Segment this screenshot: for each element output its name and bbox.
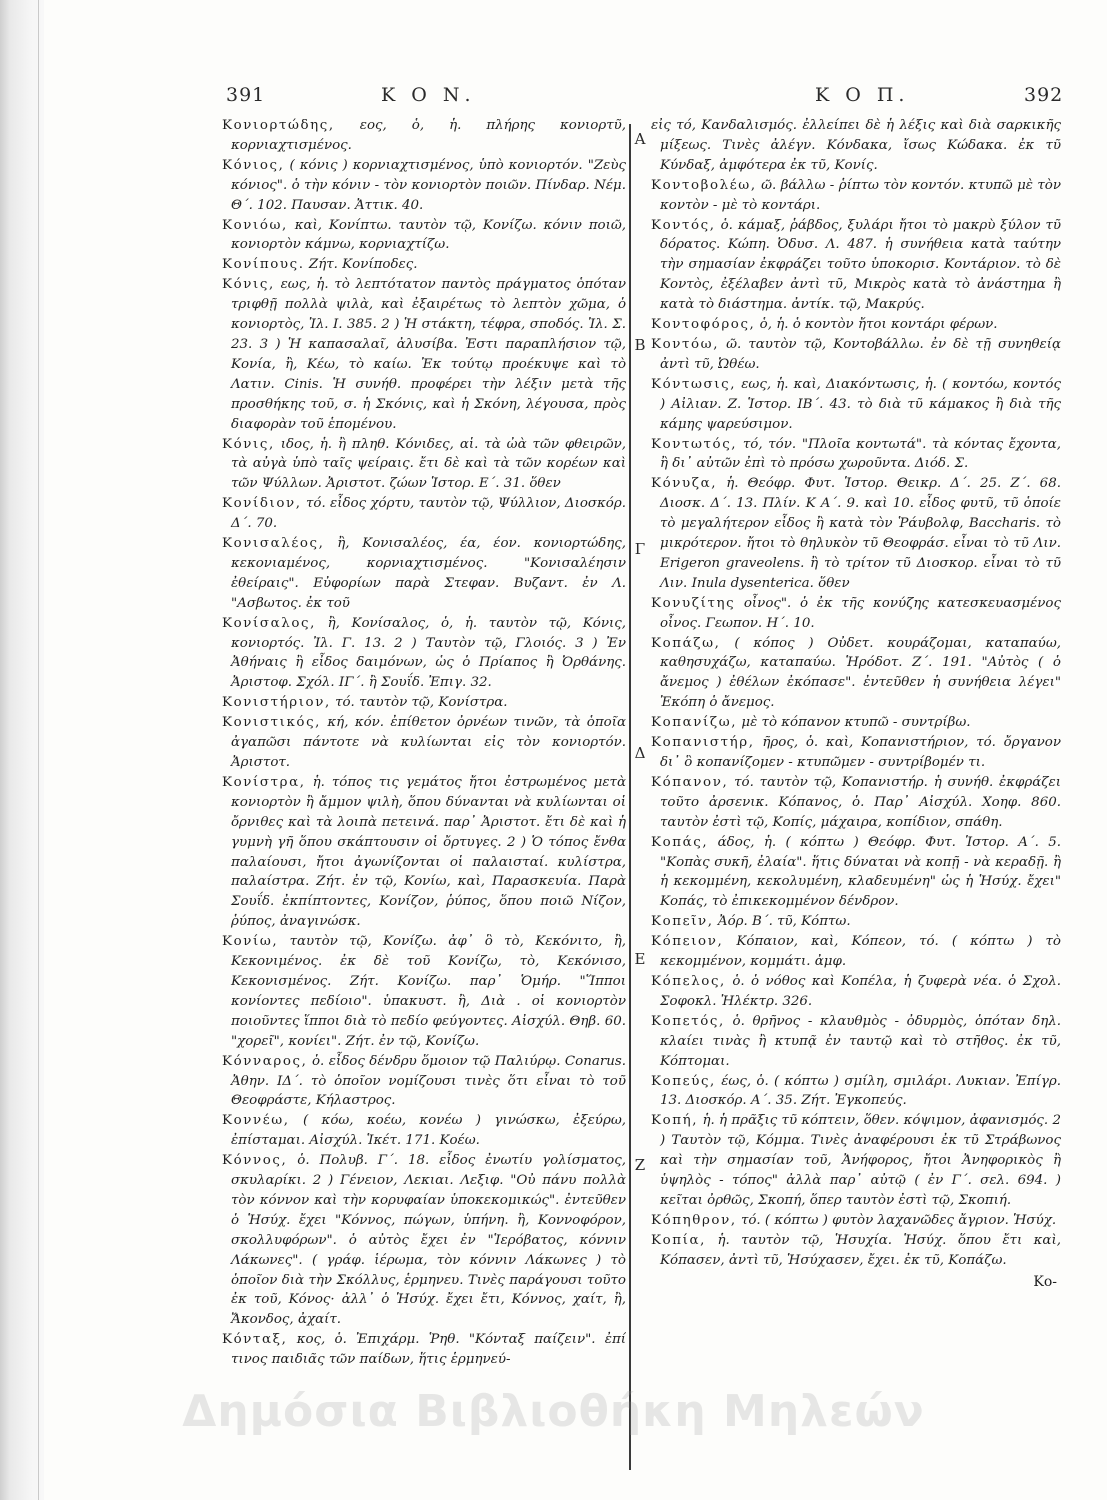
- dictionary-entry: [222, 1052, 626, 1112]
- entry-lemma: Κονιορτώδης,: [222, 118, 335, 133]
- entry-lemma: Κονίδιον,: [222, 496, 302, 512]
- dictionary-entry: [222, 1330, 626, 1370]
- entry-lemma: Κόνταξ,: [222, 1332, 288, 1348]
- entry-definition: ὁ. κάμαξ, ῥάβδος, ξυλάρι ἤτοι τὸ μακρὺ ξύλον τῦ δόρατος. Κώπη. Ὀδυσ. Λ. 487. ἡ συνήθεια κατὰ ταύτην τὴν σημασίαν ἐκφράζει τοῦτο ὑποκορισ. Κοντάριον. τὸ δὲ Κοντὸς, ἐξέλαβεν ἀντὶ τῦ, Μικρὸς κατὰ τὸ ἀνάστημα ἢ κατὰ τὸ διάστημα. ἀντίκ. τῷ, Μακρύς.: [660, 217, 1061, 313]
- dictionary-entry: [651, 972, 1061, 1012]
- dictionary-entry: [222, 494, 626, 534]
- entry-definition: Ἀόρ. Β΄. τῦ, Κόπτω.: [717, 914, 851, 930]
- dictionary-entry: [222, 1111, 626, 1151]
- entry-lemma: Κοντόω,: [651, 336, 720, 352]
- dictionary-entry: [651, 773, 1061, 833]
- dictionary-entry: [222, 275, 626, 434]
- dictionary-entry: [651, 375, 1061, 435]
- entry-lemma: Κόννος,: [222, 1153, 288, 1169]
- left-column: [222, 116, 626, 1456]
- page-number-right: 392: [1024, 84, 1064, 106]
- entry-definition: εἰς τό, Κανδαλισμός. ἐλλείπει δὲ ἡ λέξις καὶ διὰ σαρκικῆς μίξεως. Τινὲς ἀλέγν. Κόνδακα, ἴσως Κώδακα. ἐκ τῦ Κύνδαξ, ἀμφότερα ἐκ τῦ, Κονίς.: [651, 118, 1061, 173]
- entry-lemma: Κοπάς,: [651, 834, 709, 850]
- entry-definition: ἡ. τόπος τις γεμάτος ἤτοι ἐστρωμένος μετὰ κονιορτὸν ἢ ἄμμον ψιλὴ, ὅπου δύνανται νὰ κυλίωνται οἱ ὄρνιθες καὶ τὰ λοιπὰ πετεινά. παρ᾽ Ἀριστοτ. ἔτι δὲ καὶ ἡ γυμνὴ γῆ ὅπου σκάπτουσιν οἱ ὄρτυγες. 2 ) Ὁ τόπος ἔνθα παλαίουσι, ἤτοι ἀγωνίζονται οἱ παλαισταί. κυλίστρα, παλαίστρα. Ζήτ. ἐν τῷ, Κονίω, καὶ, Παρασκευία. Παρὰ Σουΐδ. ἐκπίπτοντες, Κονίζον, ῥύπος, ὅπου ποιῶ Νίζον, ῥύπος, ἀναγινώσκ.: [231, 774, 626, 930]
- dictionary-entry: [222, 693, 626, 713]
- entry-definition: ἡ. Θεόφρ. Φυτ. Ἱστορ. Θεικρ. Δ΄. 25. Ζ΄. 68. Διοσκ. Δ΄. 13. Πλίν. Κ Α΄. 9. καὶ 10. εἶδος φυτῦ, τῦ ὁποίε τὸ μεγαλήτερον εἶδος ἢ κατὰ τὸν Ῥάυβολφ, Baccharis. τὸ μικρότερον. ἤτοι τὸ θηλυκὸν τῦ Θεοφράσ. εἶναι τὸ τῦ Λιν. Erigeron graveolens. ἢ τὸ τρίτον τῦ Διοσκορ. εἶναι τὸ τῦ Λιν. Inula dysenterica. ὅθεν: [660, 476, 1061, 591]
- entry-lemma: Κοπεῖν,: [651, 914, 714, 930]
- entry-lemma: Κοντοβολέω,: [651, 177, 757, 193]
- catchword: Κο-: [1033, 1273, 1057, 1290]
- dictionary-entry: [651, 335, 1061, 375]
- entry-lemma: Κόντωσις,: [651, 376, 737, 392]
- library-watermark: Δημόσια Βιβλιοθήκη Μηλεών: [182, 1386, 925, 1437]
- margin-marker-zeta: Ζ: [634, 1156, 646, 1174]
- entry-lemma: Κοπή,: [651, 1113, 699, 1129]
- dictionary-entry: [222, 216, 626, 256]
- dictionary-entry: [222, 1151, 626, 1330]
- dictionary-entry: [651, 116, 1061, 176]
- entry-definition: ( κόω, κοέω, κονέω ) γινώσκω, ἐξεύρω, ἐπίσταμαι. Αἰσχύλ. Ἱκέτ. 171. Κοέω.: [231, 1113, 626, 1149]
- entry-lemma: Κόπειον,: [651, 934, 724, 950]
- dictionary-entry: [222, 932, 626, 1051]
- running-head-left: Κ Ο Ν.: [381, 84, 476, 106]
- entry-definition: εος, ὁ, ἡ. πλήρης κονιορτῦ, κορνιαχτισμένος.: [231, 118, 626, 153]
- entry-definition: έως, ὁ. ( κόπτω ) σμίλη, σμιλάρι. Λυκιαν. Ἐπίγρ. 13. Διοσκόρ. Α΄. 35. Ζήτ. Ἐγκοπεύς.: [660, 1073, 1061, 1109]
- entry-definition: τό. ταυτὸν τῷ, Κοπανιστήρ. ἡ συνήθ. ἐκφράζει τοῦτο ἀρσενικ. Κόπανος, ὁ. Παρ᾽ Αἰσχύλ. Χοηφ. 860. ταυτὸν ἐστὶ τῷ, Κοπίς, μάχαιρα, κοπίδιον, σπάθη.: [660, 774, 1061, 830]
- scan-edge-line: [38, 0, 39, 1500]
- entry-lemma: Κόπανον,: [651, 774, 729, 790]
- entry-lemma: Κονίπους.: [222, 257, 305, 273]
- entry-definition: ῶ. ταυτὸν τῷ, Κοντοβάλλω. ἐν δὲ τῇ συνηθείᾳ ἀντὶ τῦ, Ὠθέω.: [660, 336, 1061, 372]
- entry-definition: οἶνος". ὁ ἐκ τῆς κονύζης κατεσκευασμένος οἶνος. Γεωπον. Η΄. 10.: [660, 595, 1061, 631]
- entry-definition: άδος, ἡ. ( κόπτω ) Θεόφρ. Φυτ. Ἱστορ. Α΄. 5. "Κοπὰς συκῆ, ἐλαία". ἥτις δύναται νὰ κοπῇ - νὰ κεραδῇ. ἢ ἡ κεκομμένη, κεκολυμένη, κλαδευμένη" ὡς ἡ Ἡσύχ. ἔχει" Κοπάς, τὸ ἐπικεκομμένον δένδρον.: [660, 834, 1061, 910]
- entry-lemma: Κόπηθρον,: [651, 1212, 737, 1228]
- entry-definition: ὁ. θρῆνος - κλαυθμὸς - ὀδυρμὸς, ὁπόταν δηλ. κλαίει τινὰς ἢ κτυπᾷ ἐν ταυτῷ καὶ τὸ στῆθος. ἐκ τῦ, Κόπτομαι.: [660, 1013, 1061, 1069]
- entry-lemma: Κόνυζα,: [651, 476, 718, 492]
- entry-definition: τό. εἶδος χόρτυ, ταυτὸν τῷ, Ψύλλιον, Διοσκόρ. Δ΄. 70.: [231, 496, 626, 532]
- dictionary-entry: [651, 594, 1061, 634]
- entry-definition: τό, τόν. "Πλοῖα κοντωτά". τὰ κόντας ἔχοντα, ἢ δι᾽ αὐτῶν ἐπὶ τὸ πρόσω χωροῦντα. Διόδ. Σ.: [660, 436, 1061, 472]
- dictionary-entry: [651, 176, 1061, 216]
- dictionary-entry: [222, 255, 626, 275]
- entry-lemma: Κόνναρος,: [222, 1053, 308, 1069]
- column-divider: [629, 124, 631, 1470]
- entry-definition: ῶ. βάλλω - ῥίπτω τὸν κοντόν. κτυπῶ μὲ τὸν κοντὸν - μὲ τὸ κοντάρι.: [660, 177, 1061, 213]
- dictionary-entry: [651, 1012, 1061, 1072]
- running-head-right: Κ Ο Π.: [815, 84, 910, 106]
- margin-marker-alpha: Α: [634, 130, 646, 148]
- entry-lemma: Κοννέω,: [222, 1113, 290, 1129]
- entry-definition: κος, ὁ. Ἐπιχάρμ. Ῥηθ. "Κόνταξ παίζειν". ἐπί τινος παιδιᾶς τῶν παίδων, ἥτις ἑρμηνεύ-: [231, 1332, 626, 1368]
- entry-definition: εως, ἡ. καὶ, Διακόντωσις, ἡ. ( κοντόω, κοντός ) Αἰλιαν. Ζ. Ἱστορ. ΙΒ΄. 43. τὸ διὰ τῦ κάμακος ἢ διὰ τῆς κάμης ψαρεύσιμον.: [660, 376, 1061, 432]
- entry-lemma: Κόπελος,: [651, 973, 726, 989]
- page-header: [0, 84, 1107, 114]
- page-number-left: 391: [226, 84, 266, 106]
- entry-lemma: Κονιστήριον,: [222, 695, 331, 711]
- margin-marker-beta: Β: [634, 336, 646, 354]
- dictionary-entry: [222, 713, 626, 773]
- entry-definition: κή, κόν. ἐπίθετον ὀρνέων τινῶν, τὰ ὁποῖα ἀγαπῶσι πάντοτε νὰ κυλίωνται εἰς τὸν κονιορτόν. Ἀριστοτ.: [231, 715, 626, 770]
- dictionary-entry: [651, 1111, 1061, 1211]
- right-column: [651, 116, 1061, 1456]
- dictionary-entry: [651, 634, 1061, 714]
- dictionary-entry: [651, 1231, 1061, 1271]
- margin-marker-epsilon: Ε: [634, 950, 646, 968]
- entry-definition: ὁ. Πολυβ. Γ΄. 18. εἶδος ἐνωτίυ γολίσματος, σκυλαρίκι. 2 ) Γένειον, Λεκιαι. Λεξιφ. "Οὐ πάνυ πολλὰ τὸν κόννον καὶ τὴν κορυφαίαν ὑποκεκομικώς". ἐντεῦθεν ὁ Ἡσύχ. ἔχει "Κόννος, πώγων, ὑπήνη. ἢ, Κοννοφόρον, σκολλυφόρων". ὁ αὐτὸς ἔχει ἐν "Ἱερόβατος, κόννιν Λάκωνες". ( γράφ. ἱέρωμα, τὸν κόννιν Λάκωνες ) τὸ ὁποῖον διὰ τὴν Σκόλλυς, ἑρμηνευ. Τινὲς παράγουσι τοῦτο ἐκ τοῦ, Κόνος· ἀλλ᾽ ὁ Ἡσύχ. ἔχει ἔτι, Κόννος, χαίτ, ἢ, Ἄκονδος, ἀχαίτ.: [231, 1153, 626, 1328]
- entry-definition: ἢ, Κονισαλέος, έα, έον. κονιορτώδης, κεκονιαμένος, κορνιαχτισμένος. "Κονισαλέησιν ἐθείραις". Εὐφορίων παρὰ Στεφαν. Βυζαντ. ἐν Λ. "Ασβωτος. ἐκ τοῦ: [231, 536, 626, 611]
- entry-definition: ῆρος, ὁ. καὶ, Κοπανιστήριον, τό. ὄργανον δι᾽ ὃ κοπανίζομεν - κτυπῶμεν - συντρίβομέν τι.: [660, 735, 1061, 770]
- dictionary-entry: [222, 534, 626, 614]
- dictionary-entry: [651, 216, 1061, 316]
- dictionary-entry: [651, 833, 1061, 913]
- entry-lemma: Κοντωτός,: [651, 436, 738, 452]
- dictionary-entry: [651, 713, 1061, 733]
- dictionary-entry: [651, 435, 1061, 475]
- entry-definition: ὁ, ἡ. ὁ κοντὸν ἤτοι κοντάρι φέρων.: [759, 317, 998, 333]
- entry-lemma: Κοντοφόρος,: [651, 317, 756, 333]
- entry-definition: τό. ταυτὸν τῷ, Κονίστρα.: [335, 695, 508, 711]
- entry-lemma: Κονίω,: [222, 934, 279, 950]
- entry-lemma: Κονιστικός,: [222, 715, 322, 731]
- entry-definition: ἡ. ταυτὸν τῷ, Ἡσυχία. Ἡσύχ. ὅπου ἔτι καὶ, Κόπασεν, ἀντὶ τῦ, Ἡσύχασεν, ἔχει. ἐκ τῦ, Κοπάζω.: [660, 1232, 1061, 1268]
- entry-definition: καὶ, Κονίπτω. ταυτὸν τῷ, Κονίζω. κόνιν ποιῶ, κονιορτὸν κάμνω, κορνιαχτίζω.: [231, 217, 626, 253]
- entry-definition: ταυτὸν τῷ, Κονίζω. ἀφ᾽ ὃ τὸ, Κεκόνιτο, ἢ, Κεκονιμένος. ἐκ δὲ τοῦ Κονίζω, τὸ, Κεκόνισο, Κεκονισμένος. Ζήτ. Κονίζω. παρ᾽ Ὁμήρ. "Ἵπποι κονίοντες πεδίοιο". ὑπακυστ. ἢ, Διὰ . οἱ κονιορτὸν ποιοῦντες ἵπποι διὰ τὸ πεδίο φεύγοντες. Αἰσχύλ. Θηβ. 60. "χορεῖ", κονίει". Ζήτ. ἐν τῷ, Κονίζω.: [231, 934, 626, 1049]
- entry-definition: Κόπαιον, καὶ, Κόπεον, τό. ( κόπτω ) τὸ κεκομμένον, κομμάτι. ἀμφ.: [660, 934, 1061, 970]
- entry-lemma: Κονίστρα,: [222, 774, 306, 790]
- entry-definition: ὁ. ὁ νόθος καὶ Κοπέλα, ἡ ζυφερὰ νέα. ὁ Σχολ. Σοφοκλ. Ἠλέκτρ. 326.: [660, 973, 1061, 1009]
- entry-definition: ὁ. εἶδος δένδρυ ὅμοιον τῷ Παλιύρῳ. Conarus. Ἀθην. ΙΔ΄. τὸ ὁποῖον νομίζουσι τινὲς ὅτι εἶναι τὸ τοῦ Θεοφράστε, Κήλαστρος.: [231, 1053, 626, 1109]
- dictionary-entry: [651, 932, 1061, 972]
- entry-lemma: Κοπία,: [651, 1232, 707, 1248]
- dictionary-entry: [222, 773, 626, 932]
- entry-lemma: Κονυζίτης: [651, 595, 736, 611]
- entry-lemma: Κοπάζω,: [651, 635, 721, 651]
- entry-definition: εως, ἡ. τὸ λεπτότατον παντὸς πράγματος ὁπόταν τριφθῇ πολλὰ ψιλὰ, καὶ ἐξαιρέτως τὸ λεπτὸν χῶμα, ὁ κονιορτὸς, Ἰλ. Ι. 385. 2 ) Ἡ στάκτη, τέφρα, σποδός. Ἰλ. Σ. 23. 3 ) Ἡ καπασαλαῖ, ἀλυσίβα. Ἐστι παραπλήσιον τῷ, Κονία, ἢ, Κέω, τὸ καίω. Ἐκ τούτῳ προέκυψε καὶ τὸ Λατιν. Cinis. Ἡ συνήθ. προφέρει τὴν λέξιν μετὰ τῆς προσθήκης τοῦ, σ. ἡ Σκόνις, καὶ ἡ Σκόνη, λέγουσα, πρὸς διαφορὰν τοῦ ἑπομένου.: [231, 277, 626, 432]
- entry-lemma: Κοπετός,: [651, 1013, 725, 1029]
- entry-definition: ἢ, Κονίσαλος, ὁ, ἡ. ταυτὸν τῷ, Κόνις, κονιορτός. Ἰλ. Γ. 13. 2 ) Ταυτὸν τῷ, Γλοιός. 3 ) Ἐν Ἀθήναις ἢ εἶδος δαιμόνων, ὡς ὁ Πρίαπος ἢ Ὀρθάνης. Ἀριστοφ. Σχόλ. ΙΓ΄. ἢ Σουΐδ. Ἐπιγ. 32.: [231, 615, 626, 691]
- dictionary-entry: [651, 474, 1061, 593]
- entry-definition: μὲ τὸ κόπανον κτυπῶ - συντρίβω.: [741, 715, 971, 731]
- entry-definition: ( κόνις ) κορνιαχτισμένος, ὑπὸ κονιορτόν. "Ζεὺς κόνιος". ὁ τὴν κόνιν - τὸν κονιορτὸν ποιῶν. Πίνδαρ. Νέμ. Θ΄. 102. Παυσαν. Ἀττικ. 40.: [231, 157, 626, 213]
- dictionary-entry: [651, 912, 1061, 932]
- entry-lemma: Κοντός,: [651, 217, 716, 233]
- dictionary-entry: [651, 1072, 1061, 1112]
- dictionary-entry: [651, 315, 1061, 335]
- margin-marker-delta: Δ: [634, 744, 646, 762]
- entry-lemma: Κονίσαλος,: [222, 615, 316, 631]
- entry-lemma: Κονιόω,: [222, 217, 288, 233]
- entry-definition: ( κόπος ) Οὐδετ. κουράζομαι, καταπαύω, καθησυχάζω, καταπαύω. Ἡρόδοτ. Ζ΄. 191. "Αὐτὸς ( ὁ ἄνεμος ) ἐθέλων ἐκόπασε". ἐντεῦθεν ἡ συνήθεια λέγει" Ἐκόπη ὁ ἄνεμος.: [660, 635, 1061, 711]
- dictionary-entry: [222, 156, 626, 216]
- dictionary-entry: [222, 116, 626, 156]
- entry-lemma: Κονισαλέος,: [222, 536, 325, 552]
- entry-definition: Ζήτ. Κονίποδες.: [308, 257, 418, 273]
- entry-lemma: Κοπανιστήρ,: [651, 735, 755, 751]
- entry-lemma: Κόνιος,: [222, 157, 285, 173]
- entry-definition: ιδος, ἡ. ἢ πληθ. Κόνιδες, αἱ. τὰ ὠὰ τῶν φθειρῶν, τὰ αὐγὰ ὑπὸ ταῖς ψείραις. ἔτι δὲ καὶ τὰ τῶν κορέων καὶ τῶν Ψύλλων. Ἀριστοτ. ζώων Ἱστορ. Ε΄. 31. ὅθεν: [231, 436, 626, 492]
- dictionary-entry: [222, 435, 626, 495]
- entry-lemma: Κοπεύς,: [651, 1073, 716, 1089]
- dictionary-entry: [651, 1211, 1061, 1231]
- entry-definition: ἡ. ἡ πρᾶξις τῦ κόπτειν, ὅθεν. κόψιμον, ἀφανισμός. 2 ) Ταυτὸν τῷ, Κόμμα. Τινὲς ἀναφέρουσι ἐκ τῦ Στράβωνος καὶ τὴν σημασίαν τοῦ, Ἀνήφορος, ἤτοι Ἀνηφορικὸς ἢ ὑψηλὸς - τόπος" ἀλλὰ παρ᾽ αὐτῷ ( ἐν Γ΄. σελ. 694. ) κεῖται ὀρθῶς, Σκοπή, ὅπερ ταυτὸν ἐστὶ τῷ, Σκοπιή.: [660, 1113, 1061, 1208]
- dictionary-entry: [222, 614, 626, 694]
- dictionary-entry: [651, 733, 1061, 773]
- entry-lemma: Κόνις,: [222, 436, 275, 452]
- entry-lemma: Κόνις,: [222, 277, 275, 293]
- entry-lemma: Κοπανίζω,: [651, 715, 738, 731]
- entry-definition: τό. ( κόπτω ) φυτὸν λαχανῶδες ἄγριον. Ἡσύχ.: [740, 1212, 1057, 1228]
- margin-marker-gamma: Γ: [634, 540, 646, 558]
